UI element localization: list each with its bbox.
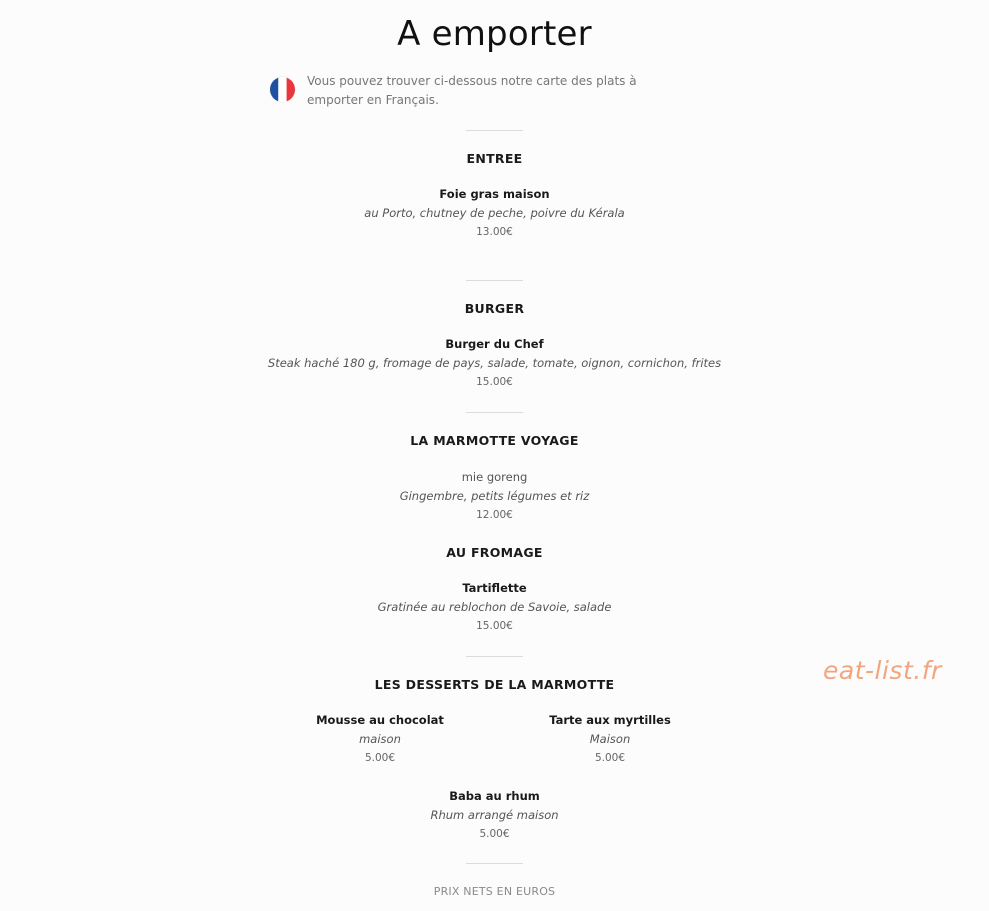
dish-baba-au-rhum [0,787,989,844]
dish-price: 5.00€ [479,828,510,840]
dish-name: mie goreng [461,470,528,484]
section-title-desserts: LES DESSERTS DE LA MARMOTTE [374,677,615,692]
dish-foie-gras [0,185,989,242]
dish-burger-du-chef [0,335,989,392]
dish-tartiflette [0,579,989,636]
dish-description: au Porto, chutney de peche, poivre du Kérala [364,206,625,220]
dish-tarte-aux-myrtilles [510,711,710,768]
section-title-fromage: AU FROMAGE [446,545,543,560]
dish-description: maison [359,732,401,746]
dish-name: Foie gras maison [439,187,550,201]
dish-description: Rhum arrangé maison [430,808,559,822]
dish-name: Burger du Chef [445,337,544,351]
intro-block [270,72,690,110]
section-title-voyage: LA MARMOTTE VOYAGE [410,433,579,448]
dish-description: Gingembre, petits légumes et riz [399,489,590,503]
dish-mousse-au-chocolat [280,711,480,768]
dish-name: Tartiflette [462,581,527,595]
section-divider [466,412,523,413]
dish-price: 15.00€ [476,620,513,632]
section-divider [466,656,523,657]
watermark: eat-list.fr [823,656,942,685]
footer-note: PRIX NETS EN EUROS [433,885,556,898]
section-title-entree: ENTREE [466,151,523,166]
dish-description: Maison [589,732,631,746]
intro-text: Vous pouvez trouver ci-dessous notre carte des plats à emporter en Français. [307,74,637,107]
section-divider [466,130,523,131]
section-divider [466,863,523,864]
dish-mie-goreng [0,468,989,525]
dish-price: 5.00€ [594,752,626,764]
dish-description: Gratinée au reblochon de Savoie, salade [377,600,612,614]
france-flag-icon [270,77,295,102]
dish-description: Steak haché 180 g, fromage de pays, salade, tomate, oignon, cornichon, frites [267,356,722,370]
dish-name: Baba au rhum [449,789,540,803]
section-divider [466,280,523,281]
dish-price: 13.00€ [476,226,513,238]
page-title: A emporter [397,14,592,54]
dish-price: 15.00€ [476,376,513,388]
dish-name: Tarte aux myrtilles [549,713,671,727]
dish-price: 5.00€ [364,752,396,764]
dish-price: 12.00€ [476,509,513,521]
section-title-burger: BURGER [464,301,525,316]
dish-name: Mousse au chocolat [316,713,444,727]
